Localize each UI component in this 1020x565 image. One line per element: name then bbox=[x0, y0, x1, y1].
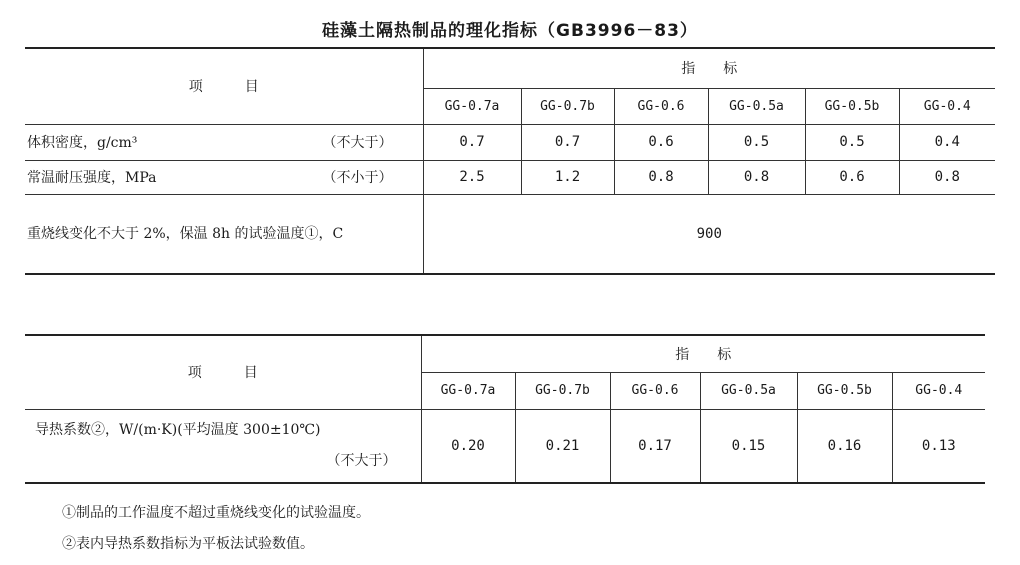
grade-header: GG-0.7a bbox=[423, 88, 521, 124]
table-cell: 0.8 bbox=[899, 160, 995, 194]
table-row bbox=[25, 194, 995, 274]
grade-header: GG-0.6 bbox=[614, 88, 708, 124]
conductivity-condition: （不大于） bbox=[326, 452, 397, 469]
table-cell: 0.5 bbox=[805, 124, 899, 160]
conductivity-label: 导热系数②，W/(m·K)(平均温度 300±10℃) bbox=[35, 421, 321, 438]
table-cell: 0.7 bbox=[423, 124, 521, 160]
table-cell: 2.5 bbox=[423, 160, 521, 194]
table-cell: 1.2 bbox=[521, 160, 614, 194]
footnotes bbox=[62, 498, 370, 560]
density-label: 体积密度，g/cm³ bbox=[27, 135, 138, 151]
grade-header: GG-0.4 bbox=[899, 88, 995, 124]
table-cell: 0.8 bbox=[614, 160, 708, 194]
row-label bbox=[25, 409, 421, 483]
grade-header: GG-0.5b bbox=[797, 372, 892, 409]
strength-condition: （不小于） bbox=[322, 170, 393, 186]
table-cell: 0.8 bbox=[708, 160, 805, 194]
footnote-1: ①制品的工作温度不超过重烧线变化的试验温度。 bbox=[62, 505, 370, 521]
strength-label: 常温耐压强度，MPa bbox=[27, 170, 157, 186]
table-cell: 0.7 bbox=[521, 124, 614, 160]
reheat-label: 重烧线变化不大于 2%，保温 8h 的试验温度①，C bbox=[27, 225, 344, 242]
index-header: 指 标 bbox=[421, 335, 985, 372]
row-label bbox=[25, 124, 423, 160]
table-cell: 0.4 bbox=[899, 124, 995, 160]
grade-header: GG-0.5a bbox=[708, 88, 805, 124]
table-cell: 0.17 bbox=[610, 409, 700, 483]
table-cell: 0.20 bbox=[421, 409, 515, 483]
physical-chemical-table bbox=[25, 47, 995, 275]
grade-header: GG-0.7b bbox=[515, 372, 610, 409]
row-label bbox=[25, 160, 423, 194]
table-cell: 0.15 bbox=[700, 409, 797, 483]
table-row bbox=[25, 160, 995, 194]
grade-header: GG-0.6 bbox=[610, 372, 700, 409]
table-row bbox=[25, 409, 985, 483]
grade-header: GG-0.5b bbox=[805, 88, 899, 124]
grade-header: GG-0.5a bbox=[700, 372, 797, 409]
table-cell: 0.6 bbox=[614, 124, 708, 160]
table-row bbox=[25, 124, 995, 160]
index-header: 指 标 bbox=[423, 48, 995, 88]
table-cell: 0.21 bbox=[515, 409, 610, 483]
item-header: 项 目 bbox=[25, 48, 423, 124]
table-cell: 0.16 bbox=[797, 409, 892, 483]
item-header: 项 目 bbox=[25, 335, 421, 409]
footnote-2: ②表内导热系数指标为平板法试验数值。 bbox=[62, 536, 314, 552]
table-cell: 0.13 bbox=[892, 409, 985, 483]
density-condition: （不大于） bbox=[322, 135, 393, 151]
reheat-value: 900 bbox=[423, 194, 995, 274]
table-cell: 0.5 bbox=[708, 124, 805, 160]
grade-header: GG-0.7b bbox=[521, 88, 614, 124]
page-title: 硅藻土隔热制品的理化指标（GB3996－83） bbox=[322, 21, 698, 41]
table-cell: 0.6 bbox=[805, 160, 899, 194]
grade-header: GG-0.4 bbox=[892, 372, 985, 409]
thermal-conductivity-table bbox=[25, 334, 985, 484]
grade-header: GG-0.7a bbox=[421, 372, 515, 409]
